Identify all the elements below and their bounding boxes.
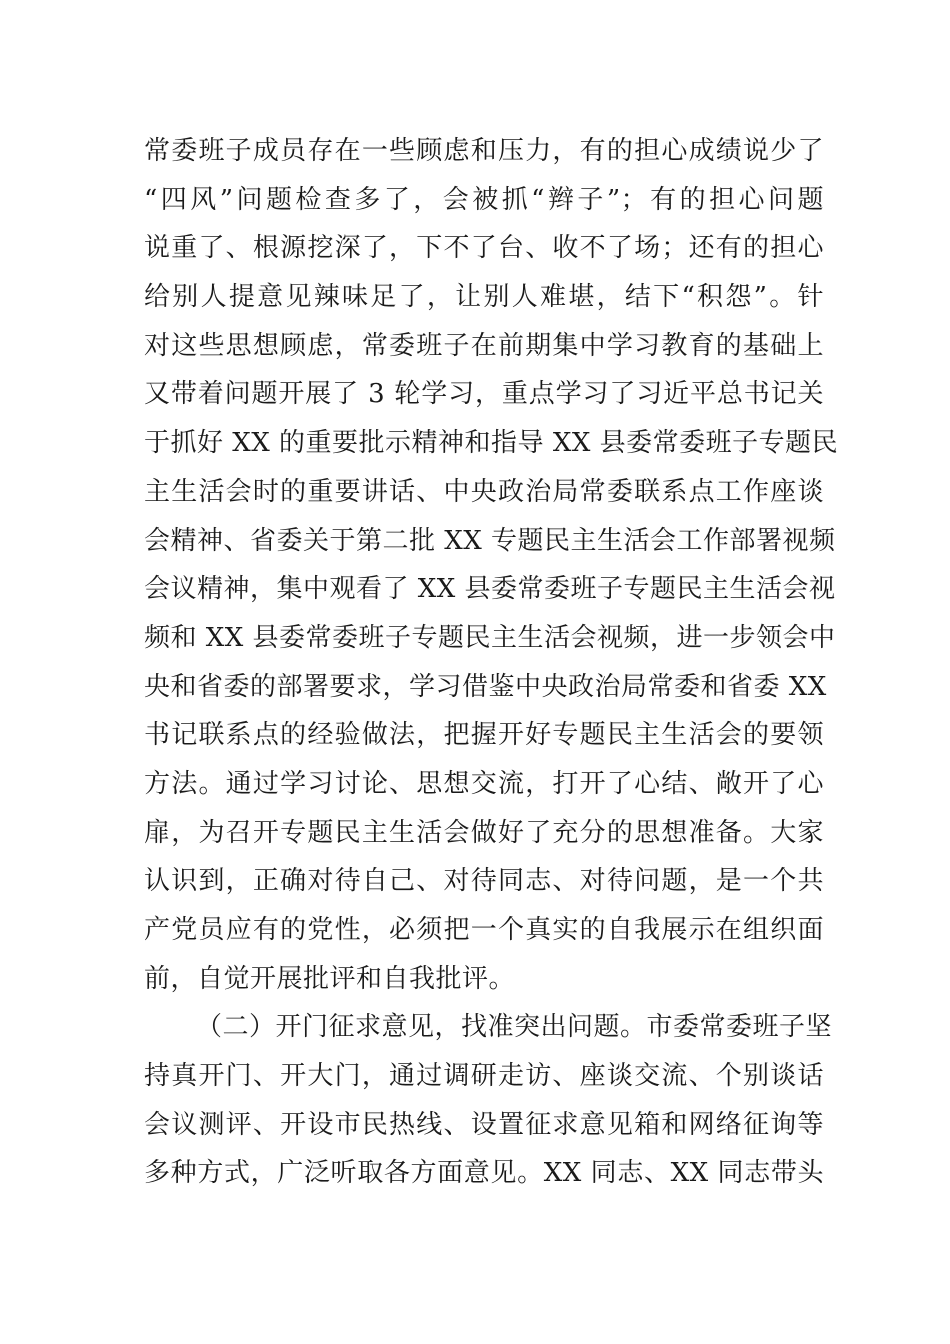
text-line: “四风”问题检查多了，会被抓“辫子”；有的担心问题 <box>144 184 824 215</box>
text-line: 主生活会时的重要讲话、中央政治局常委联系点工作座谈 <box>144 476 824 507</box>
text-line: 会议测评、开设市民热线、设置征求意见箱和网络征询等 <box>144 1109 824 1140</box>
text-line: 书记联系点的经验做法，把握开好专题民主生活会的要领 <box>144 720 824 751</box>
text-line: 方法。通过学习讨论、思想交流，打开了心结、敞开了心 <box>144 768 824 799</box>
section-heading-line: （二）开门征求意见，找准突出问题。市委常委班子坚 <box>196 1012 833 1043</box>
text-line: 给别人提意见辣味足了，让别人难堪，结下“积怨”。针 <box>144 282 824 313</box>
text-line: 持真开门、开大门，通过调研走访、座谈交流、个别谈话 <box>144 1061 824 1092</box>
text-line: 会精神、省委关于第二批 XX 专题民主生活会工作部署视频 <box>144 525 836 556</box>
text-line: 说重了、根源挖深了，下不了台、收不了场；还有的担心 <box>144 233 824 264</box>
text-line: 常委班子成员存在一些顾虑和压力，有的担心成绩说少了 <box>144 136 824 166</box>
text-line: 央和省委的部署要求，学习借鉴中央政治局常委和省委 XX <box>144 671 827 702</box>
text-line: 前，自觉开展批评和自我批评。 <box>144 963 516 994</box>
text-line: 于抓好 XX 的重要批示精神和指导 XX 县委常委班子专题民 <box>144 428 839 459</box>
text-line: 又带着问题开展了 3 轮学习，重点学习了习近平总书记关 <box>144 379 824 410</box>
text-line: 多种方式，广泛听取各方面意见。XX 同志、XX 同志带头 <box>144 1158 824 1189</box>
text-line: 产党员应有的党性，必须把一个真实的自我展示在组织面 <box>144 915 824 945</box>
text-line: 扉，为召开专题民主生活会做好了充分的思想准备。大家 <box>144 817 824 848</box>
text-line: 对这些思想顾虑，常委班子在前期集中学习教育的基础上 <box>144 330 824 361</box>
text-line: 认识到，正确对待自己、对待同志、对待问题，是一个共 <box>144 866 824 897</box>
text-line: 会议精神，集中观看了 XX 县委常委班子专题民主生活会视 <box>144 574 836 605</box>
text-line: 频和 XX 县委常委班子专题民主生活会视频，进一步领会中 <box>144 622 836 653</box>
body-text <box>144 127 839 1198</box>
